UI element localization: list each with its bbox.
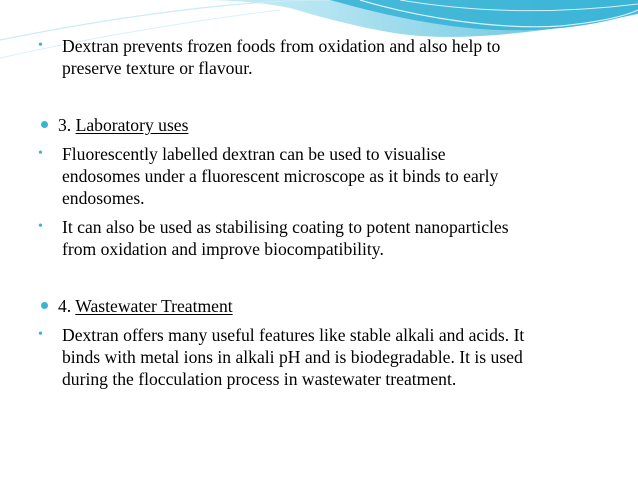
- section3-bullet1-line-2: endosomes under a fluorescent microscope as it binds to early: [62, 166, 499, 186]
- heading-bullet-icon: [41, 302, 48, 309]
- section4-number: 4.: [58, 296, 76, 316]
- section4-bullet1-line-2: binds with metal ions in alkali pH and is biodegradable. It is used: [62, 347, 523, 367]
- section4-heading: [58, 295, 233, 317]
- section4-bullet1-line-3: during the flocculation process in wastewater treatment.: [62, 369, 457, 389]
- top-bullet-line-1: Dextran prevents frozen foods from oxidation and also help to: [62, 36, 501, 56]
- bullet-dot: •: [38, 327, 43, 342]
- top-bullet-line-2: preserve texture or flavour.: [62, 58, 253, 78]
- bullet-dot: •: [38, 38, 43, 53]
- section3-number: 3.: [58, 115, 76, 135]
- bullet-dot: •: [38, 146, 43, 161]
- section3-bullet2-line-2: from oxidation and improve biocompatibility.: [62, 239, 384, 259]
- bullet-dot: •: [38, 219, 43, 234]
- section3-bullet1-line-1: Fluorescently labelled dextran can be used to visualise: [62, 144, 446, 164]
- section3-bullet2-line-1: It can also be used as stabilising coating to potent nanoparticles: [62, 217, 509, 237]
- section3-heading: [58, 114, 188, 136]
- section3-title: Laboratory uses: [75, 115, 189, 135]
- section3-bullet1-line-3: endosomes.: [62, 188, 145, 208]
- section4-title: Wastewater Treatment: [75, 296, 233, 316]
- heading-bullet-icon: [41, 121, 48, 128]
- section4-bullet1-line-1: Dextran offers many useful features like stable alkali and acids. It: [62, 325, 525, 345]
